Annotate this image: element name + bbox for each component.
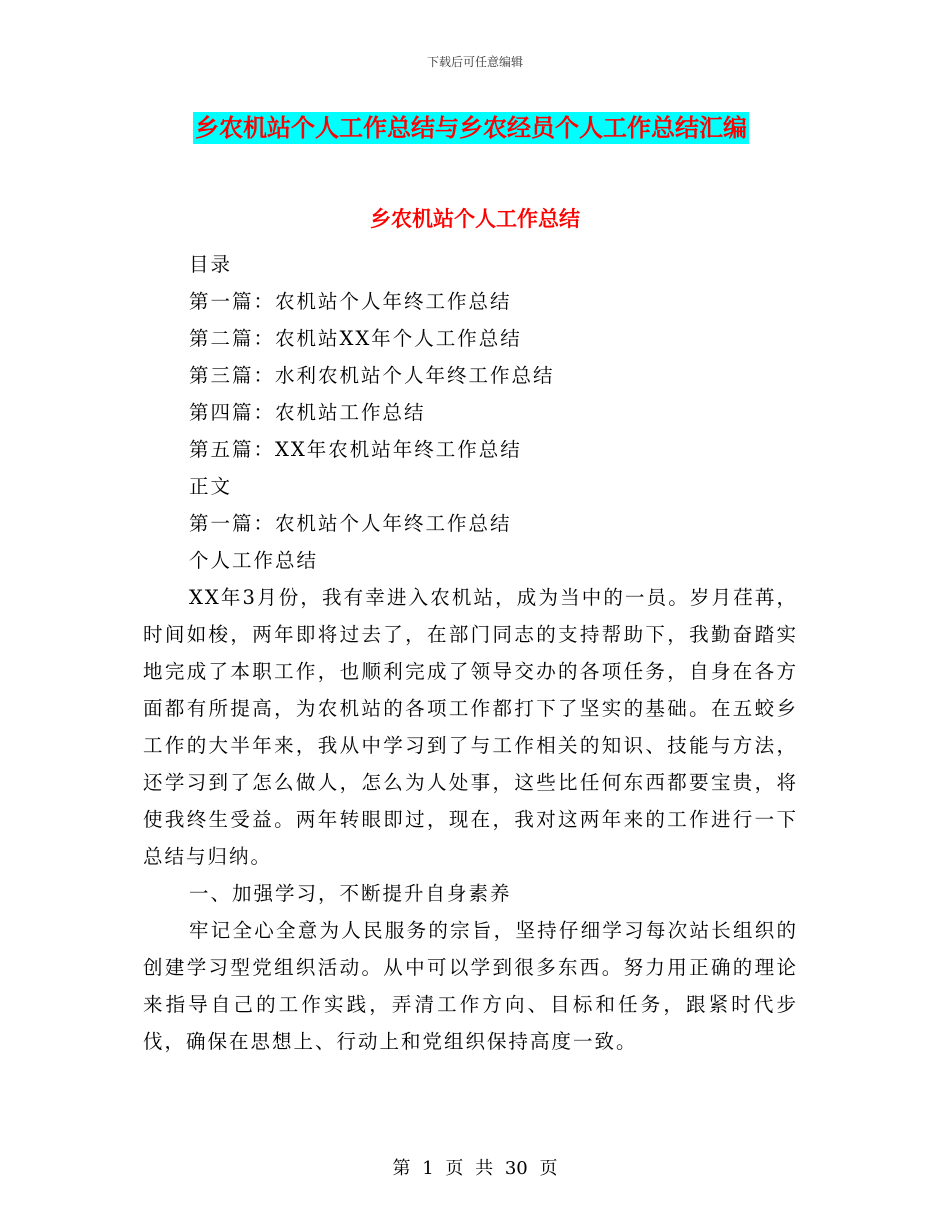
download-note: 下载后可任意编辑	[426, 55, 523, 69]
toc-item-3: 第三篇：水利农机站个人年终工作总结	[189, 364, 555, 387]
toc-item-1: 第一篇：农机站个人年终工作总结	[189, 290, 512, 313]
chapter-title: 第一篇：农机站个人年终工作总结	[189, 512, 512, 535]
toc-item-4: 第四篇：农机站工作总结	[189, 401, 426, 424]
paragraph-section-1: 牢记全心全意为人民服务的宗旨，坚持仔细学习每次站长组织的创建学习型党组织活动。从中可以学到很多东西。努力用正确的理论来指导自己的工作实践，弄清工作方向、目标和任务，跟紧时代步伐，确保在思想上、行动上和党组织保持高度一致。	[143, 919, 798, 1053]
page-number: 第 1 页 共 30 页	[392, 1158, 558, 1179]
body-heading: 正文	[189, 475, 233, 498]
toc-item-5: 第五篇：XX年农机站年终工作总结	[189, 438, 522, 461]
toc-heading: 目录	[189, 253, 233, 276]
paragraph-intro: XX年3月份，我有幸进入农机站，成为当中的一员。岁月荏苒，时间如梭，两年即将过去了，在部门同志的支持帮助下，我勤奋踏实地完成了本职工作，也顺利完成了领导交办的各项任务，自身在各方面都有所提高，为农机站的各项工作都打下了坚实的基础。在五蛟乡工作的大半年来，我从中学习到了与工作相关的知识、技能与方法，还学习到了怎么做人，怎么为人处事，这些比任何东西都要宝贵，将使我终生受益。两年转眼即过，现在，我对这两年来的工作进行一下总结与归纳。	[143, 586, 798, 868]
chapter-subtitle: 个人工作总结	[189, 549, 319, 572]
document-body	[143, 246, 798, 1060]
document-title: 乡农机站个人工作总结与乡农经员个人工作总结汇编	[195, 114, 747, 142]
toc-item-2: 第二篇：农机站XX年个人工作总结	[189, 327, 522, 350]
section-title: 乡农机站个人工作总结	[370, 207, 580, 231]
section-heading-1: 一、加强学习，不断提升自身素养	[189, 882, 512, 905]
